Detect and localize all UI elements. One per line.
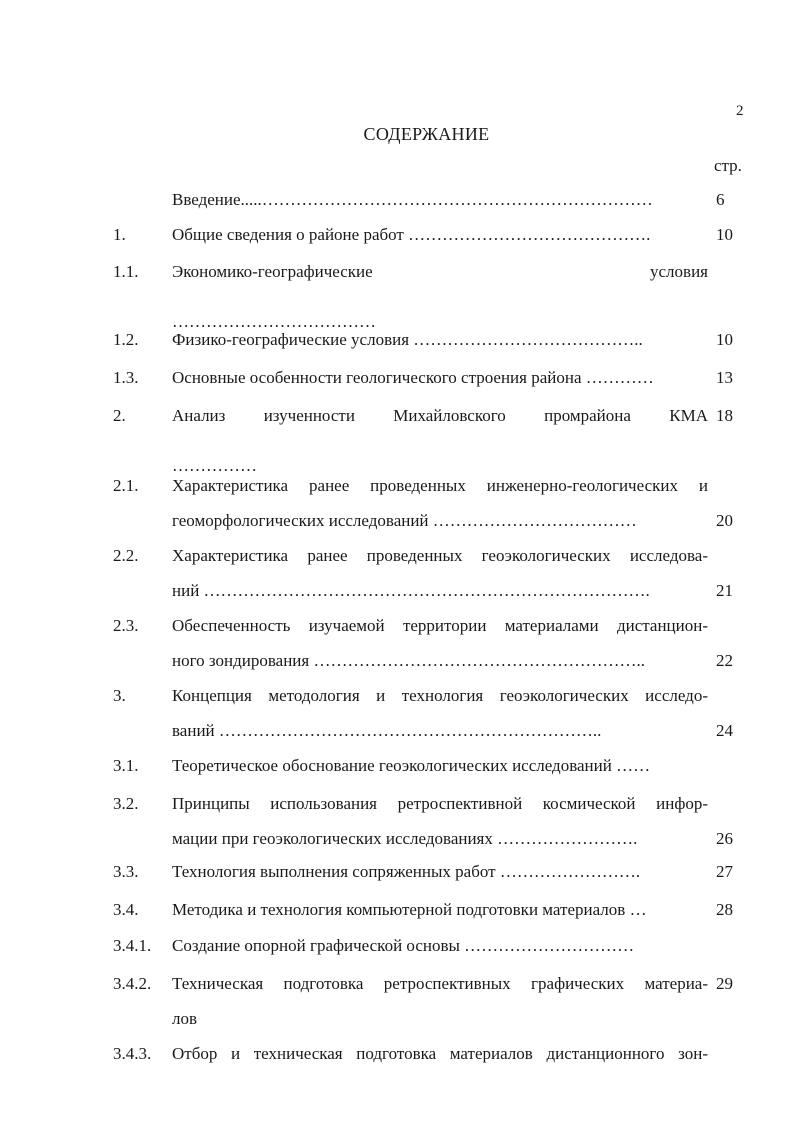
toc-entry-number: 1.3. bbox=[113, 368, 139, 387]
toc-entry-line: Общие сведения о районе работ ……………………………………. bbox=[172, 225, 651, 244]
toc-entry-title bbox=[172, 616, 708, 671]
toc-entry-number: 3.1. bbox=[113, 756, 139, 775]
toc-entry-number: 3.4.2. bbox=[113, 974, 152, 993]
toc-entry-line: Характеристика ранее проведенных геоэкологических исследова- bbox=[172, 546, 708, 565]
toc-entry-line: …………… bbox=[172, 456, 257, 475]
toc-entry-number: 2.3. bbox=[113, 616, 139, 635]
toc-entry-line: Создание опорной графической основы ………………………… bbox=[172, 936, 635, 955]
toc-entry-title bbox=[172, 900, 708, 920]
toc-entry-line: Теоретическое обоснование геоэкологических исследований …… bbox=[172, 756, 651, 775]
toc-entry-title bbox=[172, 190, 708, 210]
toc-entry-number: 1. bbox=[113, 225, 126, 244]
toc-entry-page: 13 bbox=[716, 368, 733, 387]
toc-entry-line: Анализ изученности Михайловского промрайона КМА bbox=[172, 406, 708, 425]
toc-entry-line: ний ……………………………………………………………………. bbox=[172, 581, 650, 600]
toc-entry-line: Обеспеченность изучаемой территории материалами дистанцион- bbox=[172, 616, 708, 635]
toc-entry-line: Отбор и техническая подготовка материалов дистанционного зон- bbox=[172, 1044, 708, 1063]
toc-entry-page: 10 bbox=[716, 330, 733, 349]
toc-entry-page: 28 bbox=[716, 900, 733, 919]
toc-entry-title bbox=[172, 862, 708, 882]
toc-entry-page: 22 bbox=[716, 651, 733, 670]
toc-entry-number: 3.2. bbox=[113, 794, 139, 813]
toc-entry-number: 1.2. bbox=[113, 330, 139, 349]
toc-entry-page: 20 bbox=[716, 511, 733, 530]
toc-entry-line: Основные особенности геологического строения района ………… bbox=[172, 368, 654, 387]
toc-entry-title bbox=[172, 756, 708, 776]
page-number: 2 bbox=[736, 103, 744, 119]
toc-entry-title bbox=[172, 330, 708, 350]
toc-entry-line: ного зондирования ………………………………………………….. bbox=[172, 651, 645, 670]
toc-entry-line: Физико-географические условия ………………………………….. bbox=[172, 330, 643, 349]
toc-entry-line: Техническая подготовка ретроспективных графических материа- bbox=[172, 974, 708, 993]
toc-entry-line: геоморфологических исследований ……………………………… bbox=[172, 511, 637, 530]
toc-entry-page: 10 bbox=[716, 225, 733, 244]
toc-entry-number: 2.2. bbox=[113, 546, 139, 565]
toc-entry-page: 27 bbox=[716, 862, 733, 881]
toc-entry-line: Технология выполнения сопряженных работ ……………………. bbox=[172, 862, 641, 881]
toc-entry-title bbox=[172, 262, 708, 332]
toc-entry-title bbox=[172, 936, 708, 956]
toc-entry-number: 2.1. bbox=[113, 476, 139, 495]
toc-entry-number: 1.1. bbox=[113, 262, 139, 281]
toc-entry-page: 18 bbox=[716, 406, 733, 425]
toc-entry-line: Концепция методология и технология геоэкологических исследо- bbox=[172, 686, 708, 705]
toc-entry-line: Экономико-географические условия bbox=[172, 262, 708, 281]
toc-entry-number: 3.4. bbox=[113, 900, 139, 919]
toc-entry-number: 3. bbox=[113, 686, 126, 705]
toc-entry-title bbox=[172, 476, 708, 531]
toc-entry-line: Введение.....…………………………………………………………… bbox=[172, 190, 653, 209]
toc-entry-number: 3.4.1. bbox=[113, 936, 152, 955]
toc-entry-title bbox=[172, 1044, 708, 1064]
toc-entry-line: Принципы использования ретроспективной космической инфор- bbox=[172, 794, 708, 813]
page-column-label: стр. bbox=[714, 156, 742, 175]
toc-entry-title bbox=[172, 794, 708, 849]
toc-entry-line: Методика и технология компьютерной подготовки материалов … bbox=[172, 900, 647, 919]
toc-entry-page: 21 bbox=[716, 581, 733, 600]
toc-entry-line: мации при геоэкологических исследованиях ……………………. bbox=[172, 829, 638, 848]
toc-entry-page: 29 bbox=[716, 974, 733, 993]
toc-entry-line: ваний ………………………………………………………….. bbox=[172, 721, 602, 740]
toc-entry-page: 24 bbox=[716, 721, 733, 740]
toc-entry-title bbox=[172, 974, 708, 1029]
toc-entry-title bbox=[172, 686, 708, 741]
toc-entry-page: 6 bbox=[716, 190, 725, 209]
toc-entry-line: ……………………………… bbox=[172, 312, 376, 331]
toc-entry-line: Характеристика ранее проведенных инженерно-геологических и bbox=[172, 476, 708, 495]
toc-entry-title bbox=[172, 368, 708, 388]
toc-entry-title bbox=[172, 406, 708, 476]
toc-entry-title bbox=[172, 225, 708, 245]
toc-entry-page: 26 bbox=[716, 829, 733, 848]
page-title: СОДЕРЖАНИЕ bbox=[363, 124, 490, 144]
toc-entry-number: 2. bbox=[113, 406, 126, 425]
toc-entry-line: лов bbox=[172, 1009, 198, 1028]
toc-entry-title bbox=[172, 546, 708, 601]
toc-entry-number: 3.4.3. bbox=[113, 1044, 152, 1063]
toc-entry-number: 3.3. bbox=[113, 862, 139, 881]
